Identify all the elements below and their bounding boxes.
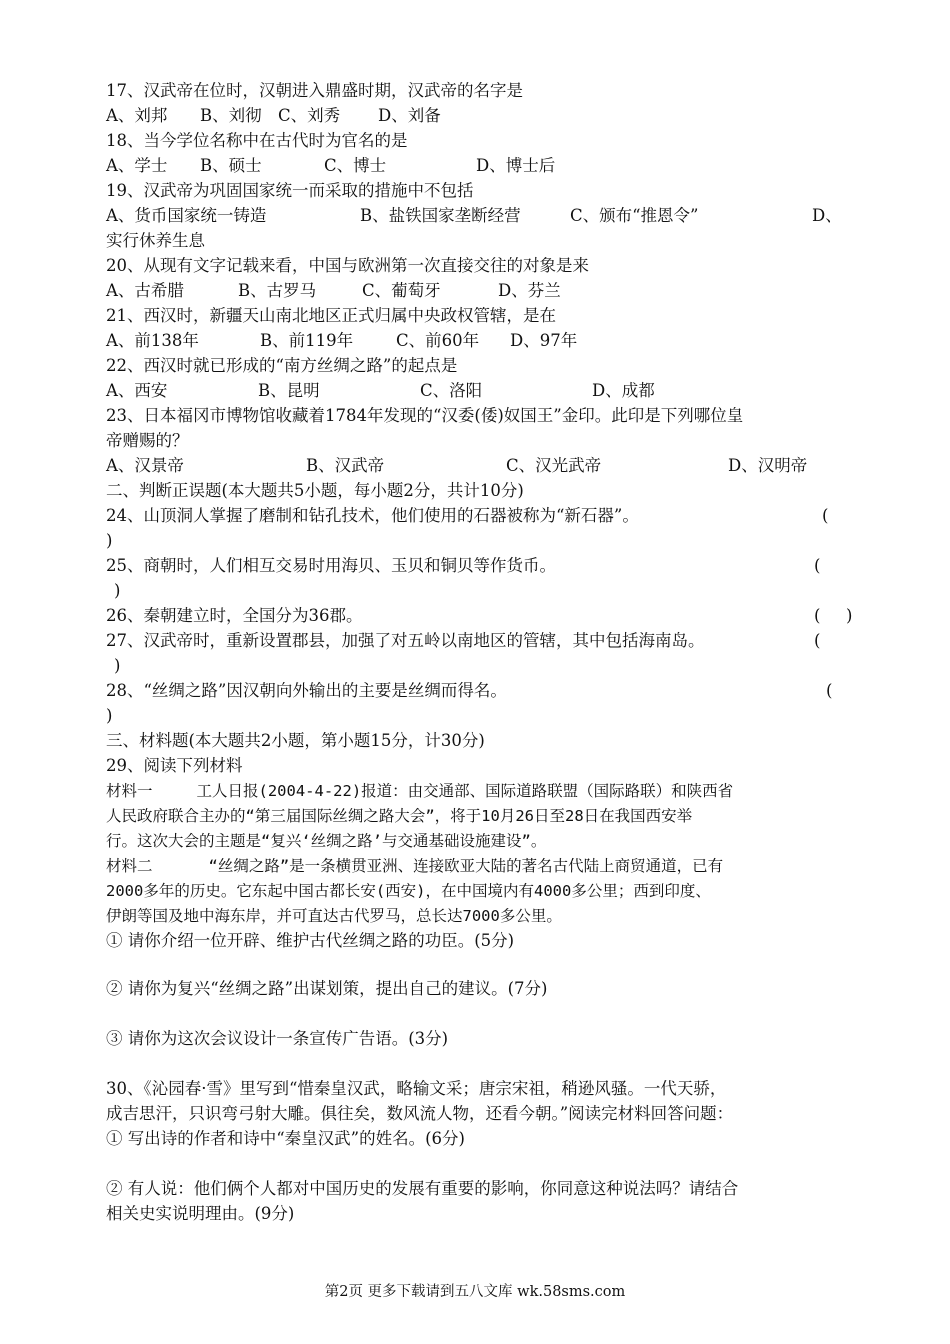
- tf-25-close-paren: ): [114, 581, 121, 600]
- q23-option-c: C、汉光武帝: [506, 456, 602, 475]
- tf-26-close-paren: ): [846, 606, 853, 625]
- page-footer: 第2页 更多下载请到五八文库 wk.58sms.com: [324, 1284, 626, 1300]
- q29-sub1: ① 请你介绍一位开辟、维护古代丝绸之路的功臣。(5分): [106, 931, 515, 950]
- q18-option-d: D、博士后: [476, 156, 556, 175]
- tf-27-text: 27、汉武帝时，重新设置郡县，加强了对五岭以南地区的管辖，其中包括海南岛。: [106, 631, 705, 650]
- tf-24-close-paren: ): [106, 531, 113, 550]
- tf-27-open-paren: (: [814, 631, 821, 650]
- q20-option-c: C、葡萄牙: [362, 281, 441, 300]
- q29-material1-line2: 人民政府联合主办的“第三届国际丝绸之路大会”，将于10月26日至28日在我国西安举: [106, 807, 693, 825]
- q23-option-b: B、汉武帝: [306, 456, 385, 475]
- q21-option-d: D、97年: [510, 331, 578, 350]
- q22-option-b: B、昆明: [258, 381, 320, 400]
- q20-option-b: B、古罗马: [238, 281, 317, 300]
- tf-28-open-paren: (: [826, 681, 833, 700]
- q29-material1-text1: 工人日报(2004-4-22)报道：由交通部、国际道路联盟（国际路联）和陕西省: [196, 782, 734, 800]
- tf-25-open-paren: (: [814, 556, 821, 575]
- q18-option-a: A、学士: [106, 156, 168, 175]
- tf-24-text: 24、山顶洞人掌握了磨制和钻孔技术，他们使用的石器被称为“新石器”。: [106, 506, 639, 525]
- q22-stem: 22、西汉时就已形成的“南方丝绸之路”的起点是: [106, 356, 458, 375]
- q17-stem: 17、汉武帝在位时，汉朝进入鼎盛时期，汉武帝的名字是: [106, 81, 523, 100]
- q21-stem: 21、西汉时，新疆天山南北地区正式归属中央政权管辖，是在: [106, 306, 556, 325]
- q21-option-a: A、前138年: [106, 331, 199, 350]
- q17-option-d: D、刘备: [378, 106, 441, 125]
- q29-material2-line1: [106, 855, 860, 877]
- q29-sub2: ② 请你为复兴“丝绸之路”出谋划策，提出自己的建议。(7分): [106, 979, 548, 998]
- q17-option-b: B、刘彻: [200, 106, 262, 125]
- q30-sub1: ① 写出诗的作者和诗中“秦皇汉武”的姓名。(6分): [106, 1129, 465, 1148]
- q19-option-c: C、颁布“推恩令”: [570, 206, 699, 225]
- q19-option-b: B、盐铁国家垄断经营: [360, 206, 521, 225]
- q29-material2-line3: 伊朗等国及地中海东岸，并可直达古代罗马，总长达7000多公里。: [106, 907, 562, 925]
- q18-option-b: B、硕士: [200, 156, 262, 175]
- tf-26-text: 26、秦朝建立时，全国分为36郡。: [106, 606, 363, 625]
- q21-option-c: C、前60年: [396, 331, 480, 350]
- q23-stem-line1: 23、日本福冈市博物馆收藏着1784年发现的“汉委(倭)奴国王”金印。此印是下列哪位皇: [106, 406, 744, 425]
- q30-sub2-line2: 相关史实说明理由。(9分): [106, 1204, 295, 1223]
- q23-option-a: A、汉景帝: [106, 456, 184, 475]
- q19-stem: 19、汉武帝为巩固国家统一而采取的措施中不包括: [106, 181, 474, 200]
- q29-material2-label: 材料二: [106, 857, 153, 875]
- q18-stem: 18、当今学位名称中在古代时为官名的是: [106, 131, 408, 150]
- tf-24-open-paren: (: [822, 506, 829, 525]
- q20-option-d: D、芬兰: [498, 281, 561, 300]
- q30-line2: 成吉思汗，只识弯弓射大雕。俱往矣，数风流人物，还看今朝。”阅读完材料回答问题：: [106, 1104, 734, 1123]
- q19-option-a: A、货币国家统一铸造: [106, 206, 267, 225]
- tf-26-open-paren: (: [814, 606, 821, 625]
- q20-stem: 20、从现有文字记载来看，中国与欧洲第一次直接交往的对象是来: [106, 256, 589, 275]
- q29-sub3: ③ 请你为这次会议设计一条宣传广告语。(3分): [106, 1029, 449, 1048]
- q17-option-a: A、刘邦: [106, 106, 168, 125]
- q29-material1-line3: 行。这次大会的主题是“复兴‘丝绸之路’与交通基础设施建设”。: [106, 832, 547, 850]
- q22-option-a: A、西安: [106, 381, 168, 400]
- q23-option-d: D、汉明帝: [728, 456, 808, 475]
- q19-option-d-text: 实行休养生息: [106, 231, 205, 250]
- q29-material1-label: 材料一: [106, 782, 153, 800]
- tf-28-text: 28、“丝绸之路”因汉朝向外输出的主要是丝绸而得名。: [106, 681, 507, 700]
- q23-stem-line2: 帝赠赐的？: [106, 431, 189, 450]
- q29-material1-line1: [106, 780, 860, 802]
- tf-27-close-paren: ): [114, 656, 121, 675]
- q18-option-c: C、博士: [324, 156, 387, 175]
- q29-material2-text1: “丝绸之路”是一条横贯亚洲、连接欧亚大陆的著名古代陆上商贸通道，已有: [208, 857, 724, 875]
- q30-sub2-line1: ② 有人说：他们俩个人都对中国历史的发展有重要的影响，你同意这种说法吗？请结合: [106, 1179, 739, 1198]
- q29-material2-line2: 2000多年的历史。它东起中国古都长安(西安)，在中国境内有4000多公里；西到印度、: [106, 882, 711, 900]
- q29-stem: 29、阅读下列材料: [106, 756, 243, 775]
- tf-25-text: 25、商朝时，人们相互交易时用海贝、玉贝和铜贝等作货币。: [106, 556, 556, 575]
- q22-option-c: C、洛阳: [420, 381, 483, 400]
- tf-28-close-paren: ): [106, 706, 113, 725]
- q17-option-c: C、刘秀: [278, 106, 341, 125]
- q30-line1: 30、《沁园春·雪》里写到“惜秦皇汉武，略输文采；唐宗宋祖，稍逊风骚。一代天骄，: [106, 1079, 727, 1098]
- q22-option-d: D、成都: [592, 381, 655, 400]
- section3-title: 三、材料题(本大题共2小题，第小题15分，计30分): [106, 731, 485, 750]
- q19-option-d: D、: [812, 206, 842, 225]
- q21-option-b: B、前119年: [260, 331, 354, 350]
- section2-title: 二、判断正误题(本大题共5小题，每小题2分，共计10分): [106, 481, 524, 500]
- q20-option-a: A、古希腊: [106, 281, 184, 300]
